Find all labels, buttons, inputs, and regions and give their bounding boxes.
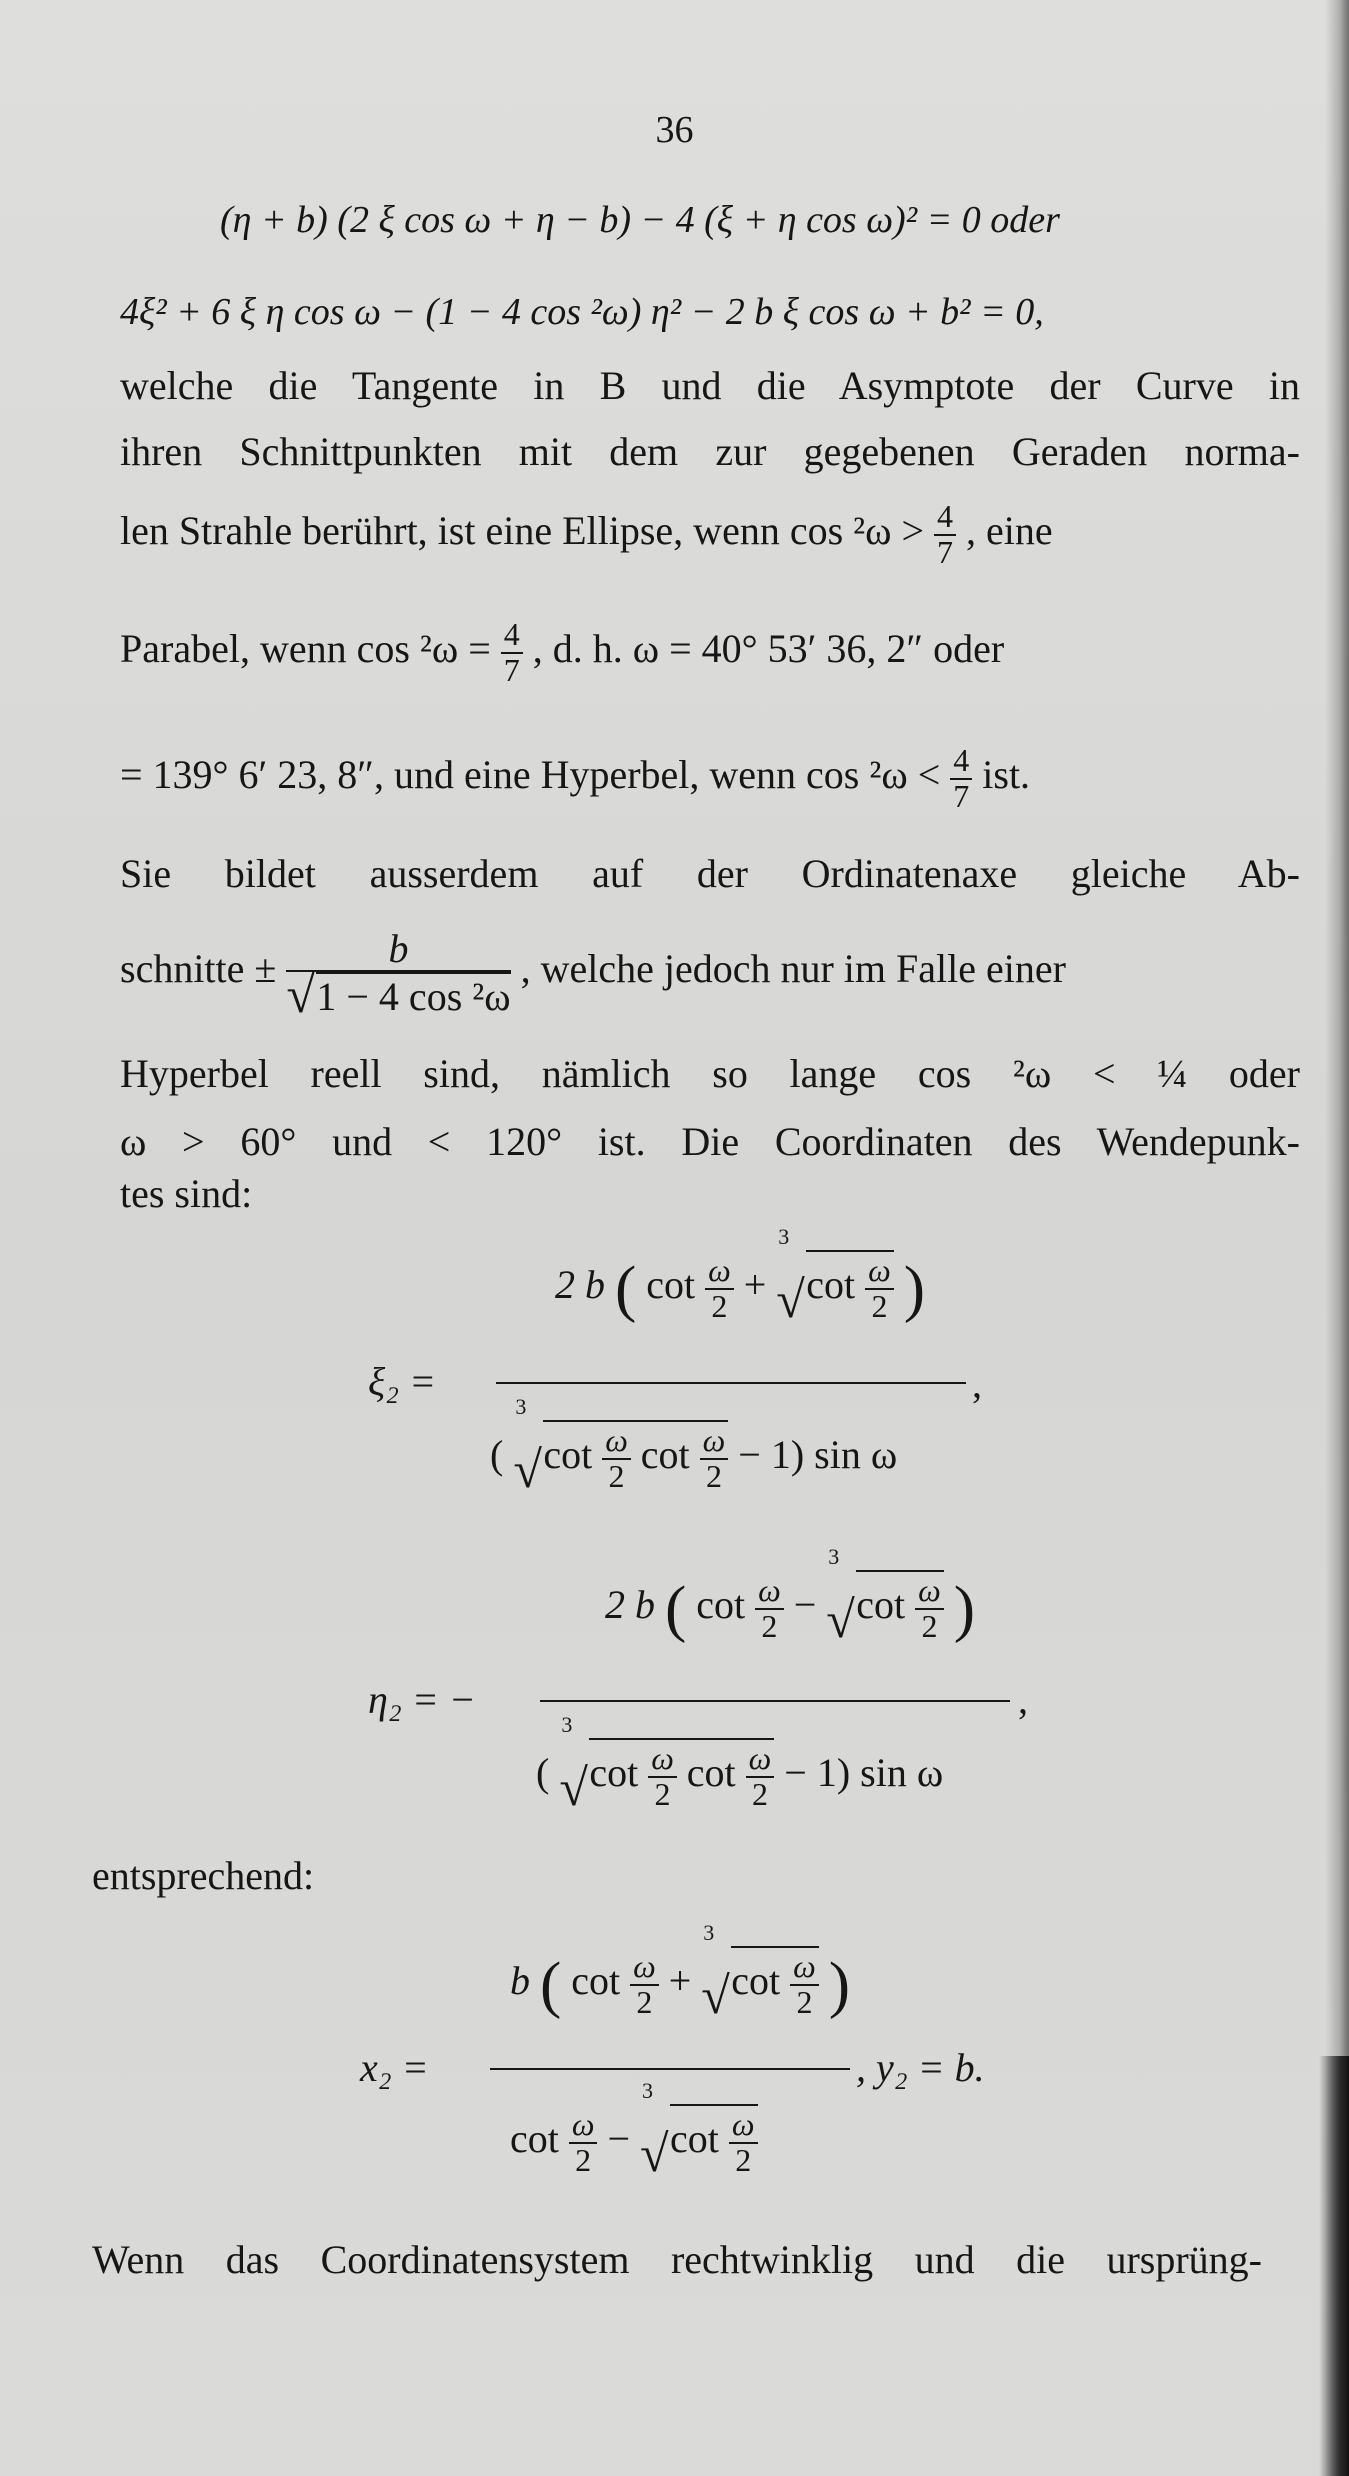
text-line-3: welche die Tangente in B und die Asymptote der Curve in <box>120 363 1300 408</box>
line-5-text: len Strahle berührt, ist eine Ellipse, wenn cos ²ω > <box>120 507 925 553</box>
fraction-4-7 <box>934 500 956 569</box>
eta2-numerator: 2 b ( cot $\frac{\omega}{2}$ − 3 √ cot $\frac{\omega}{2}$ ) <box>604 1544 976 1650</box>
xi2-denominator: ( 3 √ cot $\frac{\omega}{2}$ cot $\frac{\omega}{2}$ − 1) sin ω <box>490 1394 898 1500</box>
eta2-denominator: ( 3 √ cot $\frac{\omega}{2}$ cot $\frac{\omega}{2}$ − 1) sin ω <box>536 1712 944 1818</box>
line-7-end: ist. <box>982 751 1031 797</box>
fraction-denominator: 7 <box>503 651 520 688</box>
fraction-4-7 <box>501 618 523 687</box>
text-line-11: ω > 60° und < 120° ist. Die Coordinaten des Wendepunk- <box>120 1119 1300 1164</box>
page-edge-binding <box>1319 2056 1349 2476</box>
text-line-4: ihren Schnittpunkten mit dem zur gegebenen Geraden norma- <box>120 429 1300 474</box>
document-page: 36 (η + b) (2 ξ cos ω + η − b) − 4 (ξ + η cos ω)² = 0 oder 4ξ² + 6 ξ η cos ω − (1 − 4 cos ²ω) η² − 2 b ξ cos ω + b² = 0, welche die Tangente in B und die Asymptote der Curve in ihren Schnittpunkten mit dem zur gegebenen Geraden norma- len Strahle berührt, ist eine Ellipse, wenn cos ²ω > $\frac{4}{7}$ , eine Parabel, wenn cos ²ω = $\frac{4}{7}$ , d. h. ω = 40° 53′ 36, 2″ oder = 139° 6′ 23, 8″, und eine Hyperbel, wenn cos ²ω < $\frac{4}{7}$ ist. Sie bildet ausserdem auf der Ordinatenaxe gleiche Ab- schnitte ± b √ 1 − 4 cos ²ω , welche jedoch nur im Falle einer Hyperbel reell sind, nämlich so lange cos ²ω < ¼ oder ω > 60° und < 120° ist. Die Coordinaten des Wendepunk- tes sind: ξ₂ = 2 b ( cot $\frac{\omega}{2}$ + 3 √ cot $\frac{\omega}{2}$ ) , ( 3 √ cot $\frac{\omega}{2}$ cot $\frac{\omega}{2}$ − 1) sin ω η₂ = − 2 b ( cot $\frac{\omega}{2}$ − 3 √ cot $\frac{\omega}{2}$ ) , ( 3 √ cot $\frac{\omega}{2}$ cot $\frac{\omega}{2}$ − 1) sin ω entsprechend: x₂ = b ( cot $\frac{\omega}{2}$ + 3 √ cot $\frac{\omega}{2}$ ) , y₂ = b. cot $\frac{\omega}{2}$ − 3 √ cot $\frac{\omega}{2}$ Wenn das Coordinatensystem rechtwinklig und die ursprüng- <box>0 0 1349 2476</box>
page-number: 36 <box>655 109 694 151</box>
fraction-b-root <box>286 926 511 1024</box>
xi2-numerator: 2 b ( cot $\frac{\omega}{2}$ + 3 √ cot $\frac{\omega}{2}$ ) <box>554 1224 926 1330</box>
text-line-6 <box>120 618 1004 687</box>
x2-denominator: cot $\frac{\omega}{2}$ − 3 √ cot $\frac{\omega}{2}$ <box>510 2104 758 2177</box>
line-9-start: schnitte ± <box>120 946 277 992</box>
fraction-denominator <box>286 967 511 1024</box>
text-line-10: Hyperbel reell sind, nämlich so lange cos ²ω < ¼ oder <box>120 1051 1300 1096</box>
y2-equation: , y₂ = b. <box>856 2045 985 2090</box>
line-6-start: Parabel, wenn cos ²ω = <box>120 625 491 671</box>
cube-root: 3 √ cot $\frac{\omega}{2}$ <box>640 2104 757 2177</box>
fraction-numerator: 4 <box>934 500 956 536</box>
equation-line-1: (η + b) (2 ξ cos ω + η − b) − 4 (ξ + η cos ω)² = 0 oder <box>220 199 1060 241</box>
x2-fraction-bar <box>490 2068 850 2070</box>
cube-root: 3 √ cot $\frac{\omega}{2}$ cot $\frac{\omega}{2}$ <box>513 1420 728 1493</box>
line-5-end: , eine <box>966 507 1053 553</box>
fraction-numerator: b <box>286 928 510 972</box>
text-line-7 <box>120 744 1030 813</box>
equation-line-2: 4ξ² + 6 ξ η cos ω − (1 − 4 cos ²ω) η² − 2 b ξ cos ω + b² = 0, <box>120 291 1044 333</box>
text-line-12: tes sind: <box>120 1171 253 1216</box>
eta2-label: η₂ = − <box>368 1677 476 1722</box>
fraction-numerator: 4 <box>501 618 523 654</box>
text-entsprechend: entsprechend: <box>92 1853 315 1898</box>
cube-root: 3 √ cot $\frac{\omega}{2}$ <box>701 1946 818 2019</box>
square-root: √ 1 − 4 cos ²ω <box>286 967 511 1024</box>
eta2-fraction-bar <box>540 1700 1010 1702</box>
xi2-fraction-bar <box>496 1382 966 1384</box>
text-last-line: Wenn das Coordinatensystem rechtwinklig und die ursprüng- <box>92 2237 1262 2282</box>
fraction-4-7 <box>950 744 972 813</box>
fraction-denominator: 7 <box>953 777 970 814</box>
xi2-label: ξ₂ = <box>368 1359 437 1404</box>
line-6-end: , d. h. ω = 40° 53′ 36, 2″ oder <box>532 625 1005 671</box>
cube-root: 3 √ cot $\frac{\omega}{2}$ <box>826 1570 943 1643</box>
line-9-end: , welche jedoch nur im Falle einer <box>520 946 1066 992</box>
cube-root: 3 √ cot $\frac{\omega}{2}$ <box>776 1250 893 1323</box>
line-7-start: = 139° 6′ 23, 8″, und eine Hyperbel, wenn cos ²ω < <box>120 751 941 797</box>
fraction-denominator: 7 <box>937 533 954 570</box>
x2-label: x₂ = <box>360 2045 429 2090</box>
cube-root: 3 √ cot $\frac{\omega}{2}$ cot $\frac{\omega}{2}$ <box>559 1738 774 1811</box>
text-line-9 <box>120 926 1066 1024</box>
text-line-5 <box>120 500 1053 569</box>
text-line-8: Sie bildet ausserdem auf der Ordinatenaxe gleiche Ab- <box>120 851 1300 896</box>
fraction-numerator: 4 <box>950 744 972 780</box>
x2-numerator: b ( cot $\frac{\omega}{2}$ + 3 √ cot $\frac{\omega}{2}$ ) <box>509 1920 851 2026</box>
